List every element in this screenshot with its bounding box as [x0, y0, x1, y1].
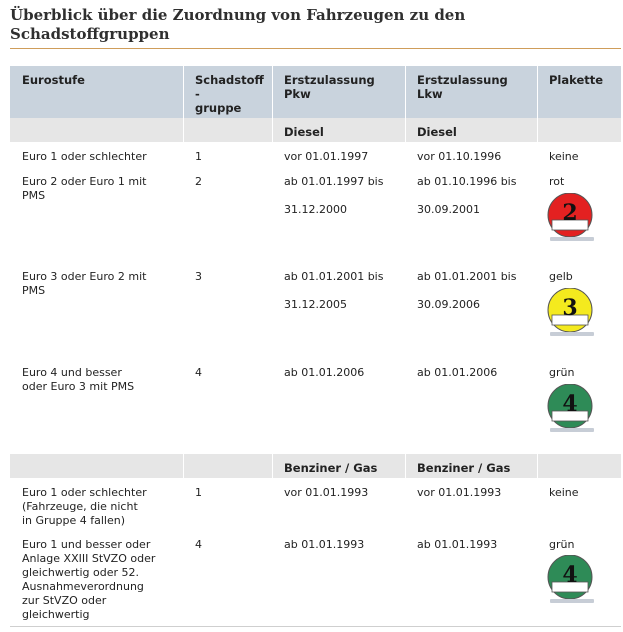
sticker-number: 2 — [562, 200, 578, 226]
umweltplakette-rot — [547, 193, 597, 247]
page-title: Überblick über die Zuordnung von Fahrzeugen zu den Schadstoffgruppen — [10, 6, 466, 43]
umweltplakette-gelb — [547, 288, 597, 342]
table-cell-plakette: gelb — [549, 270, 573, 283]
table-cell-pkw: ab 01.01.1993 — [284, 538, 365, 551]
table-cell-gruppe: 2 — [195, 175, 202, 188]
column-separator — [405, 454, 406, 478]
section-label-lkw-diesel: Diesel — [417, 125, 457, 139]
table-cell-eurostufe: Euro 1 und besser oder Anlage XXIII StVZO oder gleichwertig oder 52. Ausnahmeverordnung zur StVZO oder gleichwertig — [22, 538, 156, 621]
table-cell-lkw: ab 01.01.2001 bis — [417, 270, 517, 283]
header-schadstoffgruppe: Schadstoff - gruppe — [195, 73, 264, 115]
table-cell-lkw: vor 01.10.1996 — [417, 150, 502, 163]
section-label-pkw-diesel: Diesel — [284, 125, 324, 139]
column-separator — [537, 454, 538, 478]
table-cell-lkw: 30.09.2001 — [417, 203, 480, 216]
table-cell-pkw: ab 01.01.2006 — [284, 366, 365, 379]
table-cell-pkw: ab 01.01.1997 bis — [284, 175, 384, 188]
sticker-number: 4 — [562, 562, 578, 588]
table-cell-lkw: ab 01.10.1996 bis — [417, 175, 517, 188]
table-cell-lkw: ab 01.01.2006 — [417, 366, 498, 379]
sticker-green-icon — [547, 555, 597, 605]
header-erstzulassung-lkw: Erstzulassung Lkw — [417, 73, 508, 101]
column-separator — [537, 66, 538, 142]
table-cell-pkw: ab 01.01.2001 bis — [284, 270, 384, 283]
table-cell-gruppe: 1 — [195, 486, 202, 499]
sticker-red-icon — [547, 193, 597, 243]
table-cell-pkw: vor 01.01.1997 — [284, 150, 369, 163]
table-cell-lkw: 30.09.2006 — [417, 298, 480, 311]
column-separator — [405, 66, 406, 142]
table-cell-plakette: rot — [549, 175, 565, 188]
table-cell-eurostufe: Euro 4 und besser oder Euro 3 mit PMS — [22, 366, 135, 393]
umweltplakette-gruen — [547, 384, 597, 438]
header-plakette: Plakette — [549, 73, 604, 87]
table-cell-lkw: ab 01.01.1993 — [417, 538, 498, 551]
table-cell-lkw: vor 01.01.1993 — [417, 486, 502, 499]
table-cell-pkw: vor 01.01.1993 — [284, 486, 369, 499]
sticker-green-icon — [547, 384, 597, 434]
section-label-pkw-benzin: Benziner / Gas — [284, 461, 378, 475]
sticker-shadow — [550, 428, 594, 432]
sticker-number: 3 — [562, 295, 578, 321]
table-cell-gruppe: 3 — [195, 270, 202, 283]
sticker-yellow-icon — [547, 288, 597, 338]
table-cell-eurostufe: Euro 2 oder Euro 1 mit PMS — [22, 175, 147, 202]
table-cell-pkw: 31.12.2005 — [284, 298, 347, 311]
table-cell-plakette: grün — [549, 366, 575, 379]
section-label-lkw-benzin: Benziner / Gas — [417, 461, 511, 475]
table-cell-gruppe: 4 — [195, 538, 202, 551]
column-separator — [183, 66, 184, 142]
table-cell-gruppe: 1 — [195, 150, 202, 163]
table-cell-eurostufe: Euro 1 oder schlechter — [22, 150, 147, 163]
table-cell-gruppe: 4 — [195, 366, 202, 379]
table-cell-plakette: keine — [549, 150, 579, 163]
table-cell-pkw: 31.12.2000 — [284, 203, 347, 216]
table-cell-plakette: keine — [549, 486, 579, 499]
header-erstzulassung-pkw: Erstzulassung Pkw — [284, 73, 375, 101]
sticker-shadow — [550, 237, 594, 241]
column-separator — [272, 454, 273, 478]
sticker-shadow — [550, 599, 594, 603]
sticker-number: 4 — [562, 391, 578, 417]
sticker-shadow — [550, 332, 594, 336]
table-cell-eurostufe: Euro 1 oder schlechter (Fahrzeuge, die nicht in Gruppe 4 fallen) — [22, 486, 147, 527]
column-separator — [272, 66, 273, 142]
table-cell-plakette: grün — [549, 538, 575, 551]
column-separator — [183, 454, 184, 478]
table-cell-eurostufe: Euro 3 oder Euro 2 mit PMS — [22, 270, 147, 297]
title-divider — [10, 48, 621, 49]
umweltplakette-gruen — [547, 555, 597, 609]
header-eurostufe: Eurostufe — [22, 73, 85, 87]
table-bottom-rule — [10, 626, 621, 627]
